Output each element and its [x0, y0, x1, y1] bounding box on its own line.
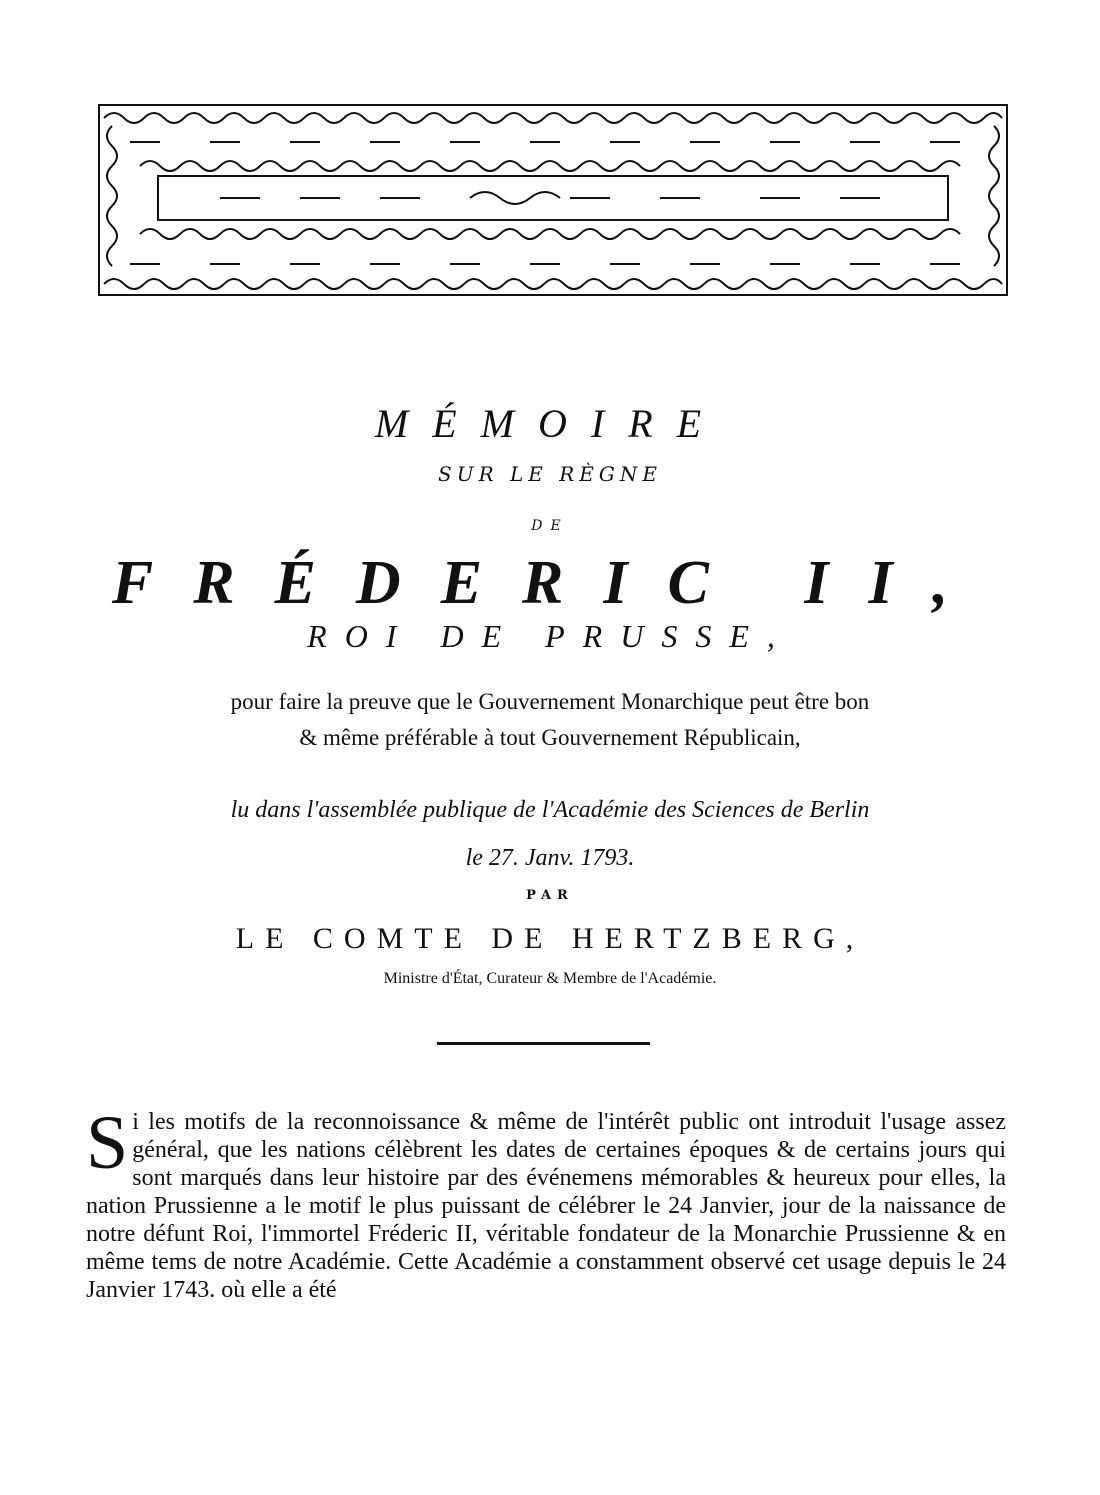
reading-line-1: lu dans l'assemblée publique de l'Académie des Sciences de Berlin: [230, 797, 870, 823]
ornament-pattern: [100, 106, 1006, 294]
body-text: i les motifs de la reconnoissance & même de l'intérêt public ont introduit l'usage assez général, que les nations célèbrent les dates de certaines époques & de certains jours qui sont marqués dans leur histoire par des événemens mémorables & heureux pour elles, la nation Prussienne a le motif le plus puissant de célébrer le 24 Janvier, jour de la naissance de notre défunt Roi, l'immortel Fréderic II, véritable fondateur de la Monarchie Prussienne & en même tems de notre Académie. Cette Académie a constamment observé cet usage depuis le 24 Janvier 1743. où elle a été: [86, 1109, 1006, 1303]
drop-cap: S: [86, 1101, 129, 1185]
reading-note: [0, 786, 1100, 882]
title-de: DE: [531, 518, 569, 534]
par-label: PAR: [526, 888, 574, 903]
author-name: LE COMTE DE HERTZBERG,: [235, 922, 865, 955]
ornamental-header-band: [98, 104, 1008, 296]
title-roi-de-prusse: ROI DE PRUSSE,: [307, 618, 793, 654]
subtitle: [0, 684, 1100, 756]
title-sur-le-regne: SUR LE RÈGNE: [438, 462, 662, 486]
subtitle-line-2: & même préférable à tout Gouvernement Républicain,: [299, 725, 801, 750]
body-paragraph: [86, 1101, 1006, 1304]
title-memoire: MÉMOIRE: [374, 401, 726, 446]
author-title: Ministre d'État, Curateur & Membre de l'Académie.: [383, 970, 717, 987]
title-frederic: FRÉDERIC II,: [111, 549, 989, 617]
subtitle-line-1: pour faire la preuve que le Gouvernement Monarchique peut être bon: [230, 689, 870, 714]
section-divider: [437, 1042, 650, 1045]
reading-line-2: le 27. Janv. 1793.: [465, 845, 635, 871]
